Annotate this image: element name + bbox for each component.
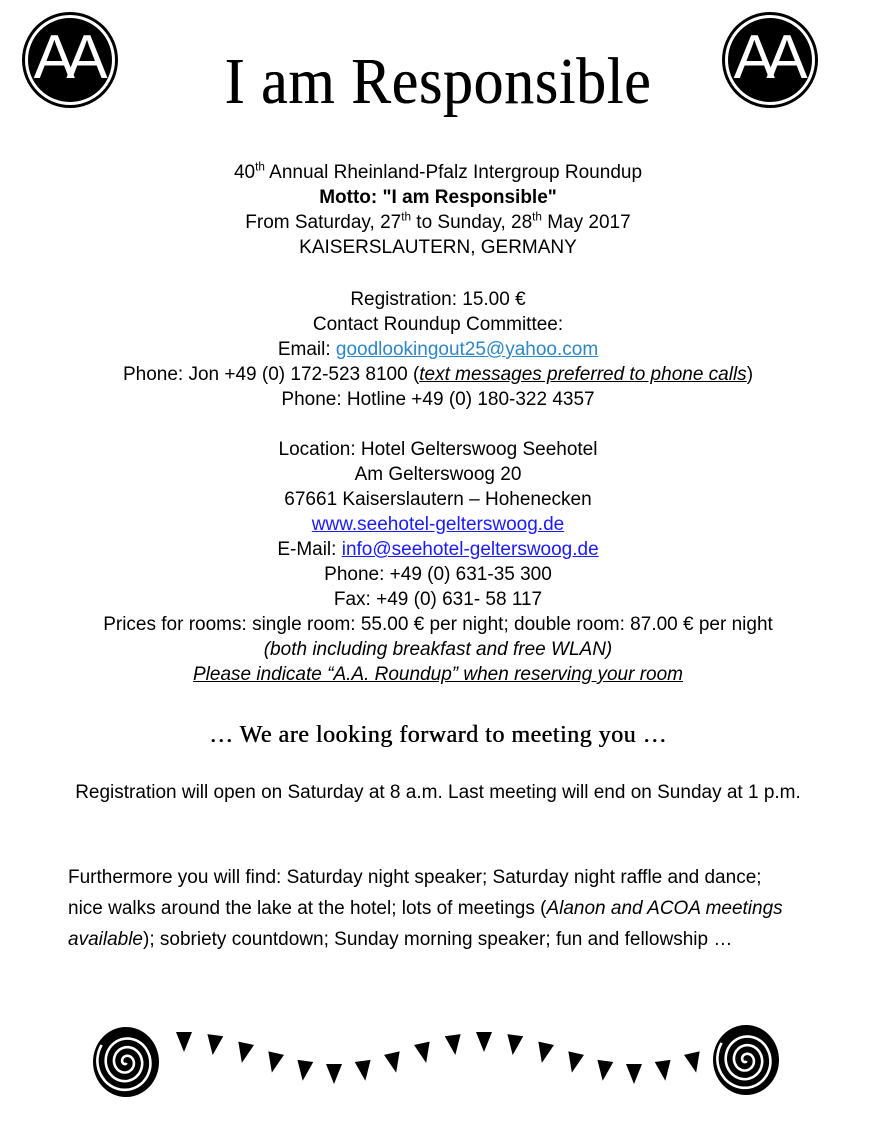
pennant-triangle-icon (476, 1032, 492, 1052)
pennant-triangle-icon (205, 1034, 224, 1056)
pennant-triangle-icon (414, 1042, 434, 1065)
pennant-triangle-icon (264, 1051, 284, 1074)
registration-block (0, 287, 876, 412)
location-name-line: Location: Hotel Gelterswoog Seehotel (278, 439, 598, 460)
pennant-triangle-icon (534, 1042, 554, 1065)
pennant-triangle-icon (326, 1064, 342, 1084)
contact-phone-hotline-line: Phone: Hotline +49 (0) 180-322 4357 (281, 389, 595, 410)
hotel-email-line: E-Mail: info@seehotel-gelterswoog.de (277, 539, 599, 560)
aa-logo-text: AA (733, 22, 799, 92)
furthermore-line-2: nice walks around the lake at the hotel; lots of meetings (Alanon and ACOA meetings (68, 898, 783, 919)
superscript-th: th (255, 160, 265, 174)
superscript-th: th (401, 210, 412, 224)
pennant-triangle-icon (626, 1064, 642, 1084)
hotel-website-line (0, 512, 876, 537)
aa-logo-text: AA (33, 22, 99, 92)
event-motto-line: Motto: "I am Responsible" (319, 187, 557, 208)
schedule-line: Registration will open on Saturday at 8 a.m. Last meeting will end on Sunday at 1 p.m. (75, 782, 801, 803)
event-date-line: From Saturday, 27th to Sunday, 28th May 2017 (245, 210, 631, 233)
location-block (0, 437, 876, 687)
room-prices-line: Prices for rooms: single room: 55.00 € per night; double room: 87.00 € per night (103, 614, 773, 635)
reservation-note-line: Please indicate “A.A. Roundup” when reserving your room (192, 664, 684, 685)
event-annual-line: 40th Annual Rheinland-Pfalz Intergroup Roundup (233, 160, 643, 183)
hotel-fax-line: Fax: +49 (0) 631- 58 117 (333, 589, 543, 610)
event-info-block (0, 160, 876, 260)
pennant-triangle-icon (684, 1051, 704, 1074)
pennant-triangle-icon (384, 1051, 404, 1074)
superscript-th: th (532, 210, 542, 224)
page-title: I am Responsible (224, 45, 652, 118)
furthermore-line-3: available); sobriety countdown; Sunday morning speaker; fun and fellowship … (68, 929, 733, 950)
text-message-note: text messages preferred to phone calls (419, 364, 747, 385)
location-city-line: 67661 Kaiserslautern – Hohenecken (284, 489, 592, 510)
pennant-triangle-icon (295, 1060, 314, 1082)
hotel-website-link[interactable]: www.seehotel-gelterswoog.de (311, 514, 565, 535)
registration-fee-line: Registration: 15.00 € (350, 289, 526, 310)
contact-email-line: Email: goodlookingout25@yahoo.com (277, 339, 599, 360)
spiral-icon (93, 1027, 159, 1097)
spiral-icon (713, 1025, 779, 1095)
prices-note-line: (both including breakfast and free WLAN) (263, 639, 613, 660)
event-city-line: KAISERSLAUTERN, GERMANY (299, 237, 577, 258)
pennant-triangle-icon (505, 1034, 524, 1056)
contact-phone-jon-line: Phone: Jon +49 (0) 172-523 8100 (text messages preferred to phone calls) (122, 364, 754, 385)
pennant-triangle-icon (176, 1032, 192, 1052)
pennant-triangle-icon (595, 1060, 614, 1082)
bottom-decorative-border (80, 1015, 796, 1110)
location-street-line: Am Gelterswoog 20 (354, 464, 522, 485)
pennant-triangle-icon (655, 1060, 674, 1082)
hotel-email-link[interactable]: info@seehotel-gelterswoog.de (341, 539, 599, 560)
pennant-triangle-icon (234, 1042, 254, 1065)
pennant-triangle-icon (564, 1051, 584, 1074)
hotel-phone-line: Phone: +49 (0) 631-35 300 (324, 564, 552, 585)
committee-email-link[interactable]: goodlookingout25@yahoo.com (335, 339, 599, 360)
furthermore-line-1: Furthermore you will find: Saturday night speaker; Saturday night raffle and dance; (68, 867, 762, 888)
pennant-triangle-icon (445, 1034, 464, 1056)
furthermore-paragraph (68, 862, 828, 955)
contact-heading-line: Contact Roundup Committee: (312, 314, 564, 335)
looking-forward-line: … We are looking forward to meeting you … (208, 722, 668, 748)
pennant-triangle-icon (355, 1060, 374, 1082)
